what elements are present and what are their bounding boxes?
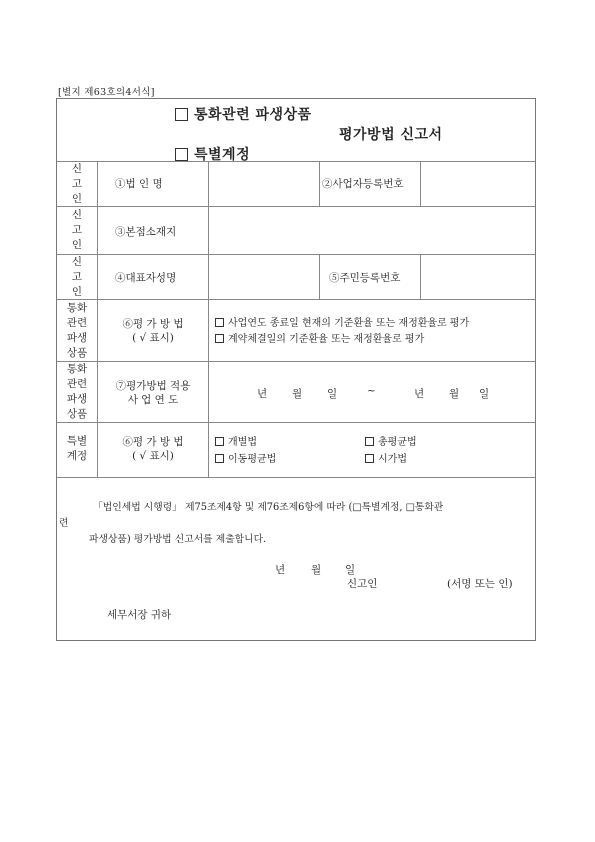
title-option-derivatives [175,104,312,124]
option-individual[interactable]: 개별법 [215,436,257,450]
corporate-name-field[interactable] [209,162,318,205]
declaration-line1: 「법인세법 시행령」 제75조제4항 및 제76조제6항에 따라 (□특별계정, □통화관 [93,502,444,513]
checkbox-icon[interactable] [365,454,374,463]
head-office-field[interactable] [209,207,535,253]
row3-side-label: 신 고 인 [71,256,83,298]
resident-number-label: ⑤주민등록번호 [329,272,401,284]
title-line3: 특별계정 [194,147,251,163]
checkbox-icon[interactable] [365,437,374,446]
checkbox-icon[interactable] [215,437,224,446]
checkbox-icon[interactable] [215,334,224,343]
row5-side-label: 통화 관련 파생 상품 [66,363,88,420]
option-total-average[interactable]: 총평균법 [365,436,417,450]
valuation-method-label: ⑥평 가 방 법 ( √ 표시) [122,318,184,344]
checkbox-icon[interactable] [215,454,224,463]
representative-label: ④대표자성명 [115,272,177,284]
reporter-label: 신고인 [347,578,378,590]
checkbox-special-account[interactable] [175,148,188,161]
resident-number-field[interactable] [421,255,535,298]
reporter-name-field[interactable] [387,575,447,593]
declaration-line1-wrap: 련 [59,518,69,529]
signature-label[interactable]: (서명 또는 인) [447,578,513,590]
business-number-field[interactable] [421,162,535,205]
checkbox-derivatives[interactable] [175,108,188,121]
row6-side-label: 특별 계정 [66,435,88,462]
option-contract-date[interactable]: 계약체결일의 기준환율 또는 재정환율로 평가 [215,333,424,347]
recipient-line: 세무서장 귀하 [107,609,172,621]
report-form: 통화관련 파생상품 평가방법 신고서 특별계정 신 고 인 ①법 인 명 ②사업자등록번호 신 고 인 ③본점소재지 신 고 인 ④대표자성명 ⑤주민등록번호 통화 관련 파생 상품 ⑥평 가 방 법 ( √ 표시) 사업연도 종료일 현재의 기준환율 또는 재정환율로 평가 계약체결일의 기준환율 또는 재정환율로 평가 통화 관련 파생 상품 ⑦평가방법 적용 사 업 연 도 년 월 일 ~ 년 월 일 특별 계정 ⑥평 가 방 법 ( √ 표시) 개별법 총평균법 이동평균법 시가법 「법인세법 시행령」 제75조제4항 및 제76조제6항에 따라 (□특별계정, □통화관 련 파생상품) 평가방법 신고서를 제출합니다. 년 월 일 신고인 (서명 또는 인) 세무서장 귀하 [56,98,536,641]
representative-field[interactable] [209,255,318,298]
row2-side-label: 신 고 인 [71,209,83,251]
row1-side-label: 신 고 인 [71,163,83,205]
checkbox-icon[interactable] [215,318,224,327]
option-moving-average[interactable]: 이동평균법 [215,453,276,467]
application-period-label: ⑦평가방법 적용 사 업 연 도 [115,380,191,406]
declaration-line2: 파생상품) 평가방법 신고서를 제출합니다. [89,534,267,545]
row4-side-label: 통화 관련 파생 상품 [66,302,88,359]
special-method-label: ⑥평 가 방 법 ( √ 표시) [122,436,184,462]
business-number-label: ②사업자등록번호 [322,178,404,190]
option-market-value[interactable]: 시가법 [365,453,407,467]
corporate-name-label: ①법 인 명 [115,178,163,190]
option-fiscal-year-end[interactable]: 사업연도 종료일 현재의 기준환율 또는 재정환율로 평가 [215,317,469,331]
head-office-label: ③본점소재지 [115,226,177,238]
form-reference: [별지 제63호의4서식] [58,87,155,98]
title-line1: 통화관련 파생상품 [194,107,312,123]
title-line2: 평가방법 신고서 [339,127,443,143]
